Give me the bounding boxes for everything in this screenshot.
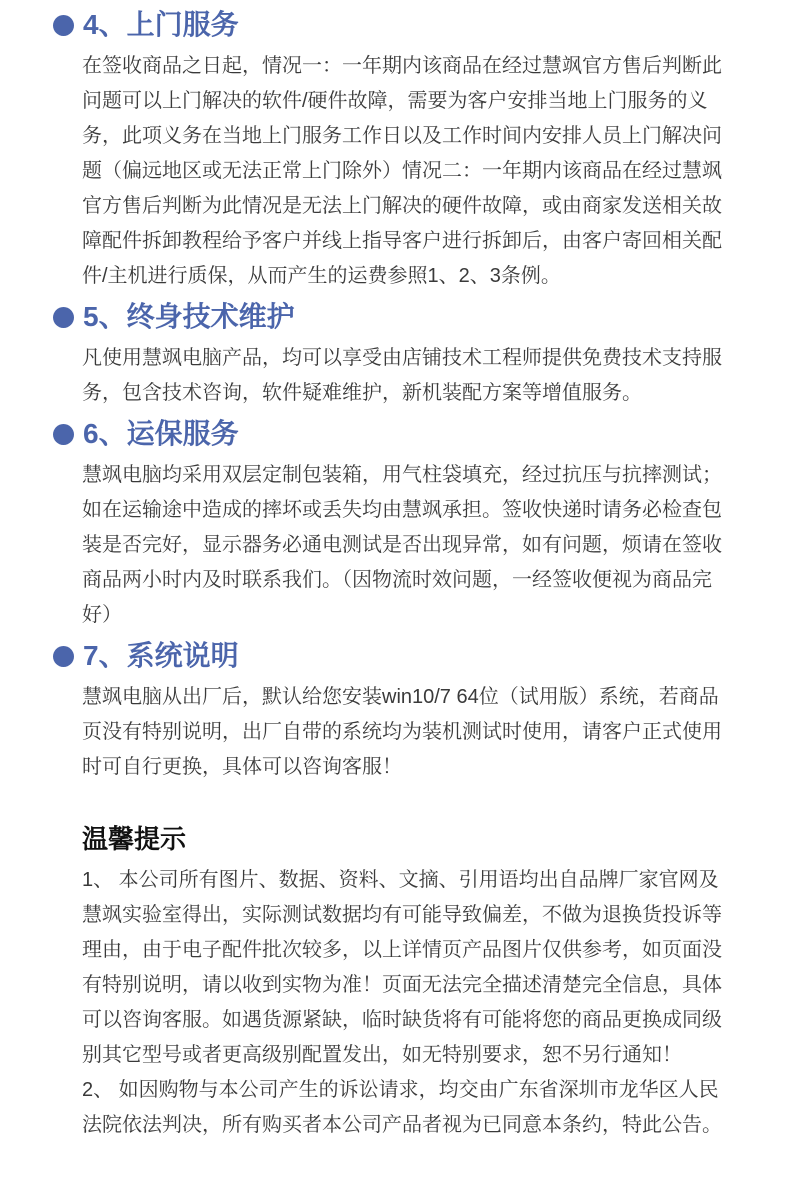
section-body-system-notes: 慧飒电脑从出厂后，默认给您安装win10/7 64位（试用版）系统，若商品页没有特别说明，出厂自带的系统均为装机测试时使用，请客户正式使用时可自行更换，具体可以咨询客服！ — [82, 686, 722, 778]
notice-item-1: 1、 本公司所有图片、数据、资料、文摘、引用语均出自品牌厂家官网及慧飒实验室得出，实际测试数据均有可能导致偏差，不做为退换货投诉等理由，由于电子配件批次较多，以上详情页产品图片仅供参考，如页面没有特别说明，请以收到实物为准！页面无法完全描述清楚完全信息，具体可以咨询客服。如遇货源紧缺，临时缺货将有可能将您的商品更换成同级别其它型号或者更高级别配置发出，如无特别要求，恕不另行通知！ — [82, 869, 722, 1066]
section-heading-onsite-service — [53, 5, 733, 45]
notice-item-2: 2、 如因购物与本公司产生的诉讼请求，均交由广东省深圳市龙华区人民法院依法判决，所有购买者本公司产品者视为已同意本条约，特此公告。 — [82, 1079, 722, 1136]
section-title: 4、上门服务 — [83, 9, 239, 40]
bullet-icon — [53, 646, 74, 667]
section-heading-shipping-insurance — [53, 414, 733, 454]
section-body-onsite-service: 在签收商品之日起，情况一：一年期内该商品在经过慧飒官方售后判断此问题可以上门解决的软件/硬件故障，需要为客户安排当地上门服务的义务，此项义务在当地上门服务工作日以及工作时间内安排人员上门解决问题（偏远地区或无法正常上门除外）情况二：一年期内该商品在经过慧飒官方售后判断为此情况是无法上门解决的硬件故障，或由商家发送相关故障配件拆卸教程给予客户并线上指导客户进行拆卸后，由客户寄回相关配件/主机进行质保，从而产生的运费参照1、2、3条例。 — [82, 55, 722, 287]
notice-title: 温馨提示 — [82, 824, 187, 854]
bullet-icon — [53, 15, 74, 36]
section-body-lifetime-tech-support: 凡使用慧飒电脑产品，均可以享受由店铺技术工程师提供免费技术支持服务，包含技术咨询，软件疑难维护，新机装配方案等增值服务。 — [82, 347, 722, 404]
section-title: 7、系统说明 — [83, 640, 239, 671]
bullet-icon — [53, 307, 74, 328]
bullet-icon — [53, 424, 74, 445]
section-heading-lifetime-tech-support — [53, 297, 733, 337]
section-title: 5、终身技术维护 — [83, 301, 295, 332]
section-heading-system-notes — [53, 636, 733, 676]
section-title: 6、运保服务 — [83, 418, 239, 449]
section-body-shipping-insurance: 慧飒电脑均采用双层定制包装箱，用气柱袋填充，经过抗压与抗摔测试；如在运输途中造成的摔坏或丢失均由慧飒承担。签收快递时请务必检查包装是否完好，显示器务必通电测试是否出现异常，如有问题，烦请在签收商品两小时内及时联系我们。（因物流时效问题，一经签收便视为商品完好） — [82, 464, 722, 626]
